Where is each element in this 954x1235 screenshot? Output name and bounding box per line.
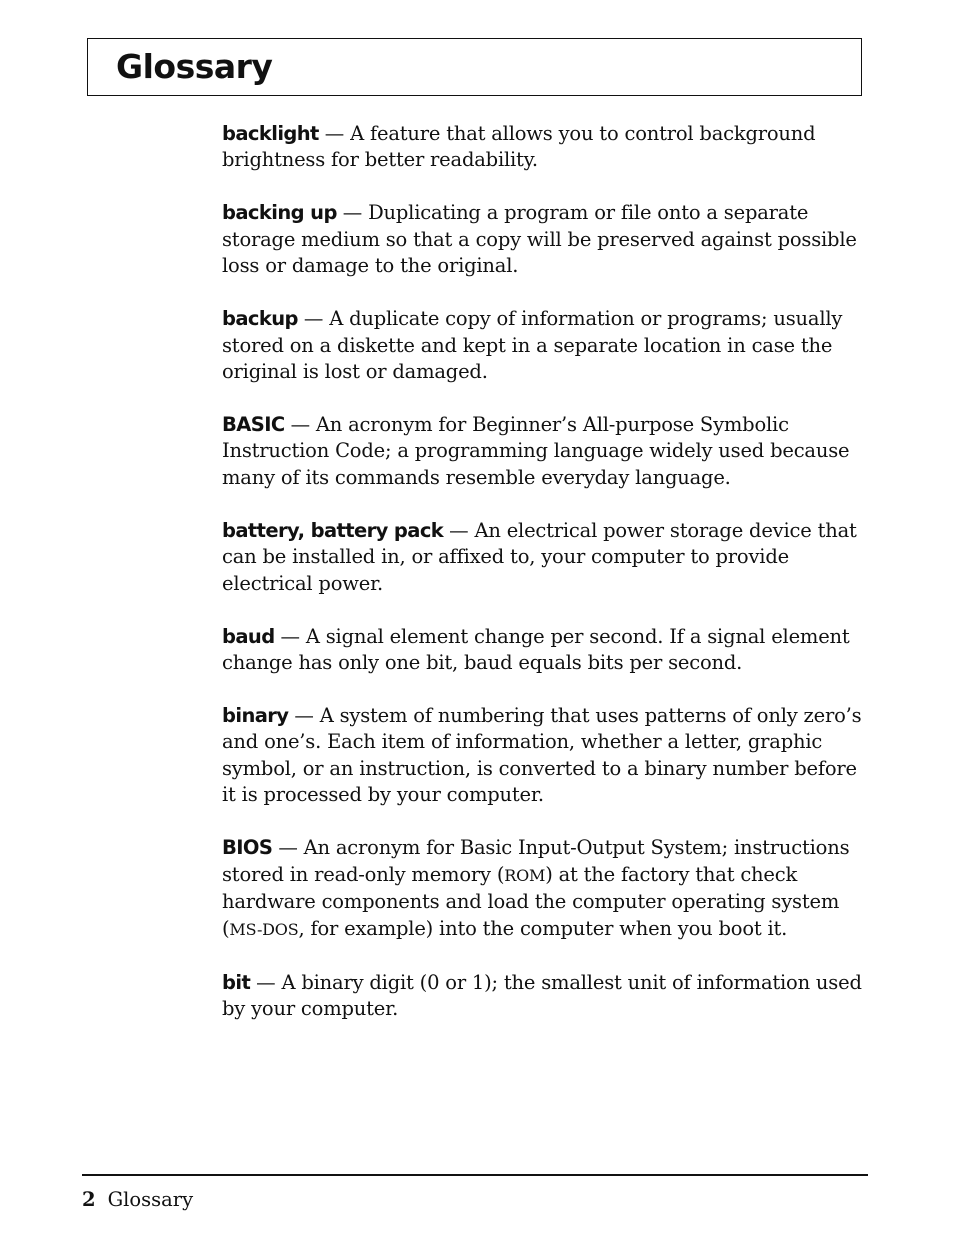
- entry-term: baud: [222, 624, 275, 648]
- page-number: 2: [82, 1188, 96, 1211]
- acronym-msdos: MS-DOS: [229, 919, 299, 939]
- footer-divider: [82, 1174, 868, 1176]
- glossary-entry: [222, 703, 867, 809]
- entry-definition: — A duplicate copy of information or programs; usually stored on a diskette and kept in a separate location in case the original is lost or damaged.: [222, 307, 843, 384]
- page-title-box: [87, 38, 862, 96]
- glossary-entry: [222, 624, 867, 677]
- entry-term: backlight: [222, 122, 319, 145]
- acronym-rom: ROM: [504, 865, 546, 885]
- entry-definition: — Duplicating a program or file onto a separate storage medium so that a copy will be preserved against possible loss or damage to the original.: [222, 201, 857, 278]
- entry-definition: — A system of numbering that uses patterns of only zero’s and one’s. Each item of information, whether a letter, graphic symbol, or an instruction, is converted to a binary number before it is processed by your computer.: [222, 704, 862, 807]
- footer-section: Glossary: [107, 1188, 194, 1211]
- entry-definition: — A feature that allows you to control background brightness for better readability.: [222, 122, 816, 172]
- glossary-entry: [222, 306, 867, 385]
- glossary-entry: [222, 835, 867, 943]
- entry-definition: — An acronym for Basic Input-Output System; instructions stored in read-only memory (: [222, 836, 850, 886]
- entry-definition-end: , for example) into the computer when you boot it.: [298, 916, 788, 940]
- glossary-entries: [222, 121, 867, 1049]
- entry-definition-cont: ) at the factory that check hardware components and load the computer operating system (: [222, 862, 840, 940]
- entry-term: BIOS: [222, 836, 273, 860]
- entry-term: BASIC: [222, 413, 285, 437]
- glossary-entry: [222, 970, 867, 1023]
- entry-definition: — An acronym for Beginner’s All-purpose Symbolic Instruction Code; a programming language widely used because many of its commands resemble everyday language.: [222, 413, 850, 489]
- entry-term: battery, battery pack: [222, 518, 444, 542]
- entry-definition: — A binary digit (0 or 1); the smallest unit of information used by your computer.: [222, 970, 862, 1020]
- entry-term: bit: [222, 970, 251, 994]
- entry-term: binary: [222, 704, 289, 728]
- entry-definition: — An electrical power storage device that can be installed in, or affixed to, your computer to provide electrical power.: [222, 518, 857, 595]
- glossary-entry: [222, 121, 867, 174]
- entry-definition: — A signal element change per second. If a signal element change has only one bit, baud equals bits per second.: [222, 624, 850, 675]
- glossary-entry: [222, 518, 867, 597]
- entry-term: backing up: [222, 201, 337, 225]
- glossary-entry: [222, 412, 867, 491]
- entry-term: backup: [222, 307, 298, 331]
- page-title: Glossary: [116, 47, 273, 86]
- page-footer: [82, 1187, 193, 1213]
- glossary-entry: [222, 200, 867, 279]
